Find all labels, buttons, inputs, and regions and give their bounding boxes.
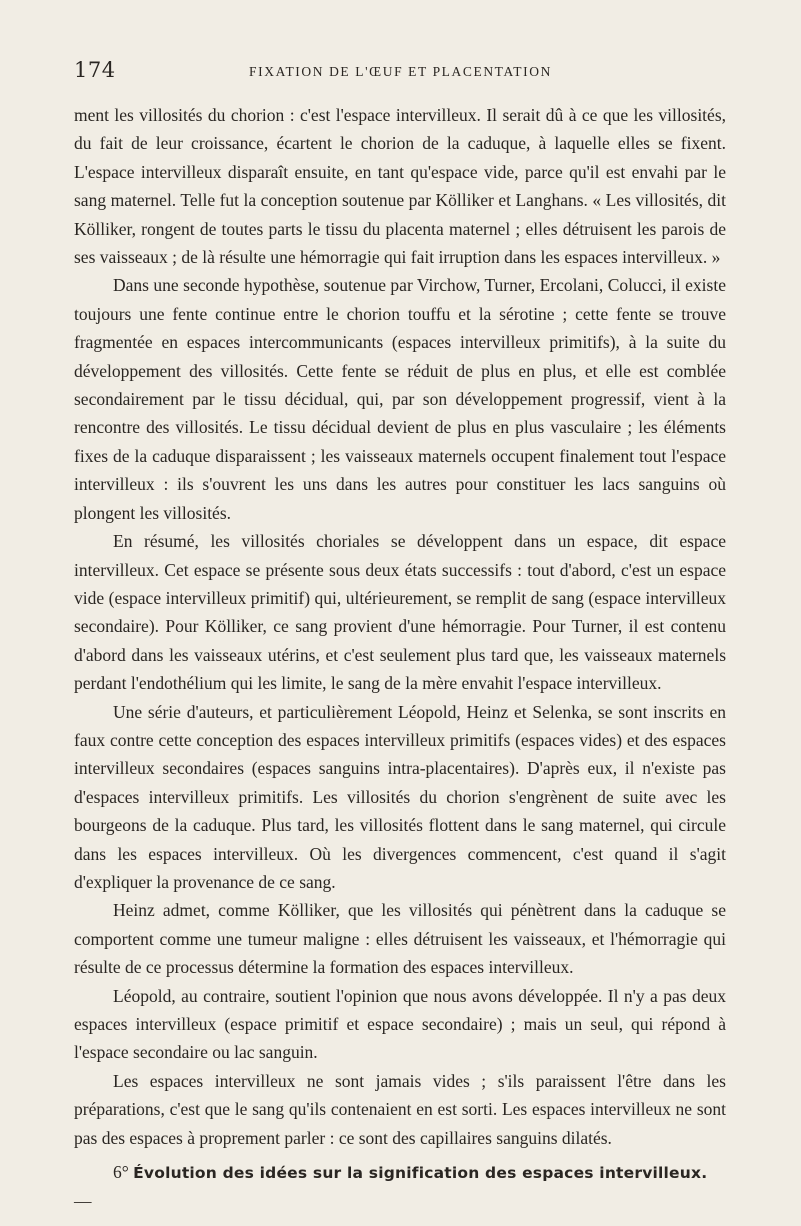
paragraph-5: Heinz admet, comme Kölliker, que les villosités qui pénètrent dans la caduque se comportent comme une tumeur maligne : elles détruisent les vaisseaux, et l'hémorragie qui résulte de ce processus détermine la formation des espaces intervilleux. (74, 900, 726, 978)
paragraph-1: ment les villosités du chorion : c'est l'espace intervilleux. Il serait dû à ce que les villosités, du fait de leur croissance, écartent le chorion de la caduque, à laquelle elles se fixent. L'espace intervilleux disparaît ensuite, en tant qu'espace vide, parce qu'il est envahi par le sang maternel. Telle fut la conception soutenue par Kölliker et Langhans. « Les villosités, dit Kölliker, rongent de toutes parts le tissu du placenta maternel ; elles détruisent les parois de ses vaisseaux ; de là résulte une hémorragie qui fait irruption dans les espaces intervilleux. » (74, 105, 726, 268)
paragraph-6: Léopold, au contraire, soutient l'opinion que nous avons développée. Il n'y a pas deux espaces intervilleux (espace primitif et espace secondaire) ; mais un seul, qui répond à l'espace secondaire ou lac sanguin. (74, 985, 726, 1063)
paragraph-2: Dans une seconde hypothèse, soutenue par Virchow, Turner, Ercolani, Colucci, il existe toujours une fente continue entre le chorion touffu et la sérotine ; cette fente se trouve fragmentée en espaces intercommunicants (espaces intervilleux primitifs), à la suite du développement des villosités. Cette fente se réduit de plus en plus, et elle est comblée secondairement par le tissu décidual, qui, par son développement progressif, vient à la rencontre des villosités. Le tissu décidual devient de plus en plus vasculaire ; les éléments fixes de la caduque disparaissent ; les vaisseaux maternels occupent finalement tout l'espace intervilleux : ils s'ouvrent les uns dans les autres pour constituer les lacs sanguins où plongent les villosités. (74, 275, 726, 523)
page-header (74, 58, 727, 88)
section-number: 6° (113, 1162, 129, 1183)
paragraph-4: Une série d'auteurs, et particulièrement Léopold, Heinz et Selenka, se sont inscrits en faux contre cette conception des espaces intervilleux primitifs (espaces vides) et des espaces intervilleux secondaires (espaces sanguins intra-placentaires). D'après eux, il n'existe pas d'espaces intervilleux primitifs. Les villosités du chorion s'engrènent de suite avec les bourgeons de la caduque. Plus tard, les villosités flottent dans le sang maternel, qui circule dans les espaces intervilleux. Où les divergences commencent, c'est quand il s'agit d'expliquer la provenance de ce sang. (74, 701, 726, 892)
body-text (74, 101, 726, 1216)
section-dash: — (74, 1191, 92, 1212)
running-title: FIXATION DE L'ŒUF ET PLACENTATION (249, 64, 552, 79)
page-number: 174 (74, 58, 116, 82)
section-title: Évolution des idées sur la signification des espaces intervilleux. (133, 1164, 708, 1183)
paragraph-3: En résumé, les villosités choriales se développent dans un espace, dit espace intervilleux. Cet espace se présente sous deux états successifs : tout d'abord, c'est un espace vide (espace intervilleux primitif) qui, ultérieurement, se remplit de sang (espace intervilleux secondaire). Pour Kölliker, ce sang provient d'une hémorragie. Pour Turner, il est contenu d'abord dans les vaisseaux utérins, et c'est seulement plus tard que, les vaisseaux maternels perdant l'endothélium qui les limite, le sang de la mère envahit l'espace intervilleux. (74, 531, 726, 694)
paragraph-7: Les espaces intervilleux ne sont jamais vides ; s'ils paraissent l'être dans les préparations, c'est que le sang qu'ils contenaient en est sorti. Les espaces intervilleux ne sont pas des espaces à proprement parler : ce sont des capillaires sanguins dilatés. (74, 1070, 726, 1148)
section-heading (74, 1158, 726, 1216)
